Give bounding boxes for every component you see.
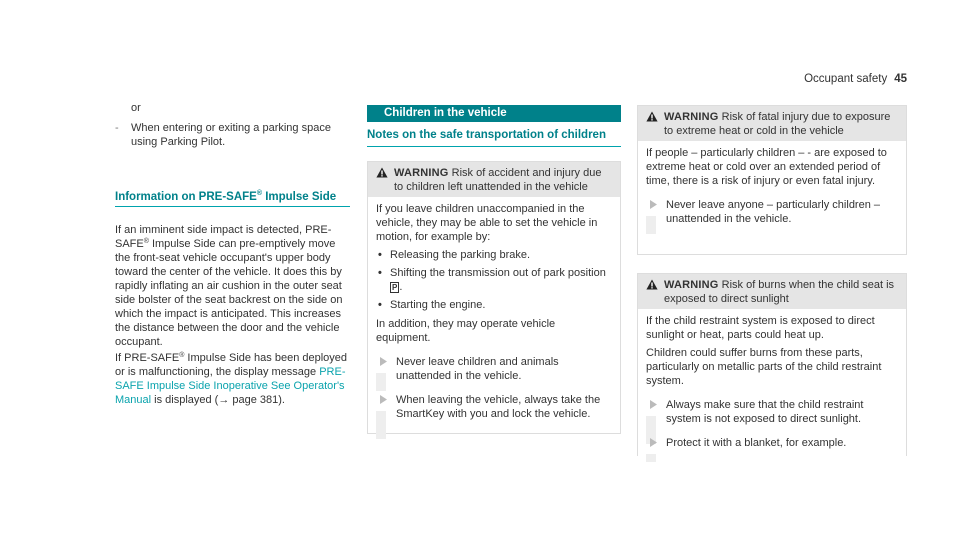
action-item: When leaving the vehicle, always take the SmartKey with you and lock the vehicle.	[376, 393, 612, 421]
dash-marker: -	[115, 122, 119, 134]
column-left	[115, 101, 350, 407]
warning-triangle-icon	[646, 110, 664, 138]
page-number: 45	[894, 73, 907, 85]
warning-text: If people – particularly children – - are exposed to extreme heat or cold over an extended period of time, there is a risk of injury or even fatal injury.	[646, 147, 887, 187]
section-heading-pre-safe: Information on PRE-SAFE® Impulse Side	[115, 187, 350, 207]
action-item: Never leave children and animals unattended in the vehicle.	[376, 355, 612, 383]
action-arrow-icon	[646, 436, 666, 450]
dash-item-text: When entering or exiting a parking space using Parking Pilot.	[131, 122, 331, 148]
action-item: Protect it with a blanket, for example.	[646, 436, 898, 450]
warning-title: WARNING Risk of fatal injury due to exposure to extreme heat or cold in the vehicle	[664, 111, 891, 137]
warning-title: WARNING Risk of burns when the child seat is exposed to direct sunlight	[664, 279, 895, 305]
action-arrow-icon	[376, 393, 396, 421]
action-item: Always make sure that the child restraint system is not exposed to direct sunlight.	[646, 398, 898, 426]
section-heading-children: Notes on the safe transportation of children	[367, 128, 621, 147]
bullet-marker: •	[378, 249, 382, 261]
bullet-marker: •	[378, 299, 382, 311]
warning-text: If the child restraint system is exposed to direct sunlight or heat, parts could heat up.	[646, 315, 875, 341]
warning-box-unattended-children	[367, 161, 621, 434]
bullet-marker: •	[378, 267, 382, 279]
pre-safe-malfunction-note: If PRE-SAFE® Impulse Side has been deployed or is malfunctioning, the display message PRE-SAFE Impulse Side Inoperative See Operator's Manual is displayed (→ page 381).	[115, 352, 348, 406]
list-item	[115, 121, 350, 149]
page-header	[777, 72, 907, 86]
action-arrow-icon	[646, 398, 666, 426]
warning-body	[638, 309, 906, 456]
warning-header	[368, 162, 620, 197]
warning-triangle-icon	[646, 278, 664, 306]
action-arrow-icon	[376, 355, 396, 383]
display-message-link[interactable]: PRE-SAFE Impulse Side Inoperative See Operator's Manual	[115, 366, 346, 406]
warning-box-extreme-temperature	[637, 105, 907, 255]
header-title: Occupant safety	[804, 73, 888, 85]
chapter-bar: Children in the vehicle	[367, 105, 621, 122]
park-position-symbol: P	[392, 283, 398, 292]
pre-safe-description: If an imminent side impact is detected, PRE-SAFE® Impulse Side can pre-emptively move the front-seat vehicle occupant's upper body toward the center of the vehicle. It does this by rapidly inflating an air cushion in the outer seat side bolster of the seat backrest on the side on which the impact is anticipated. This increases the distance between the door and the vehicle occupant.	[115, 224, 343, 348]
warning-header	[638, 274, 906, 309]
warning-intro: If you leave children unaccompanied in the vehicle, they may be able to set the vehicle in motion, for example by:	[376, 203, 598, 243]
list-item: • Shifting the transmission out of park position P .	[378, 267, 606, 293]
action-arrow-icon	[646, 198, 666, 226]
warning-title: WARNING Risk of accident and injury due to children left unattended in the vehicle	[394, 167, 602, 193]
list-item: • Starting the engine.	[378, 299, 486, 311]
warning-text: Children could suffer burns from these parts, particularly on metallic parts of the child restraint system.	[646, 347, 882, 387]
warning-body	[638, 141, 906, 232]
warning-box-burns	[637, 273, 907, 456]
column-right	[637, 105, 907, 456]
action-item: Never leave anyone – particularly children – unattended in the vehicle.	[646, 198, 898, 226]
list-item: • Releasing the parking brake.	[378, 249, 531, 261]
warning-header	[638, 106, 906, 141]
warning-body	[368, 197, 620, 427]
or-text: or	[131, 102, 141, 114]
warning-addition: In addition, they may operate vehicle equipment.	[376, 318, 556, 344]
column-middle	[367, 105, 621, 434]
warning-triangle-icon	[376, 166, 394, 194]
